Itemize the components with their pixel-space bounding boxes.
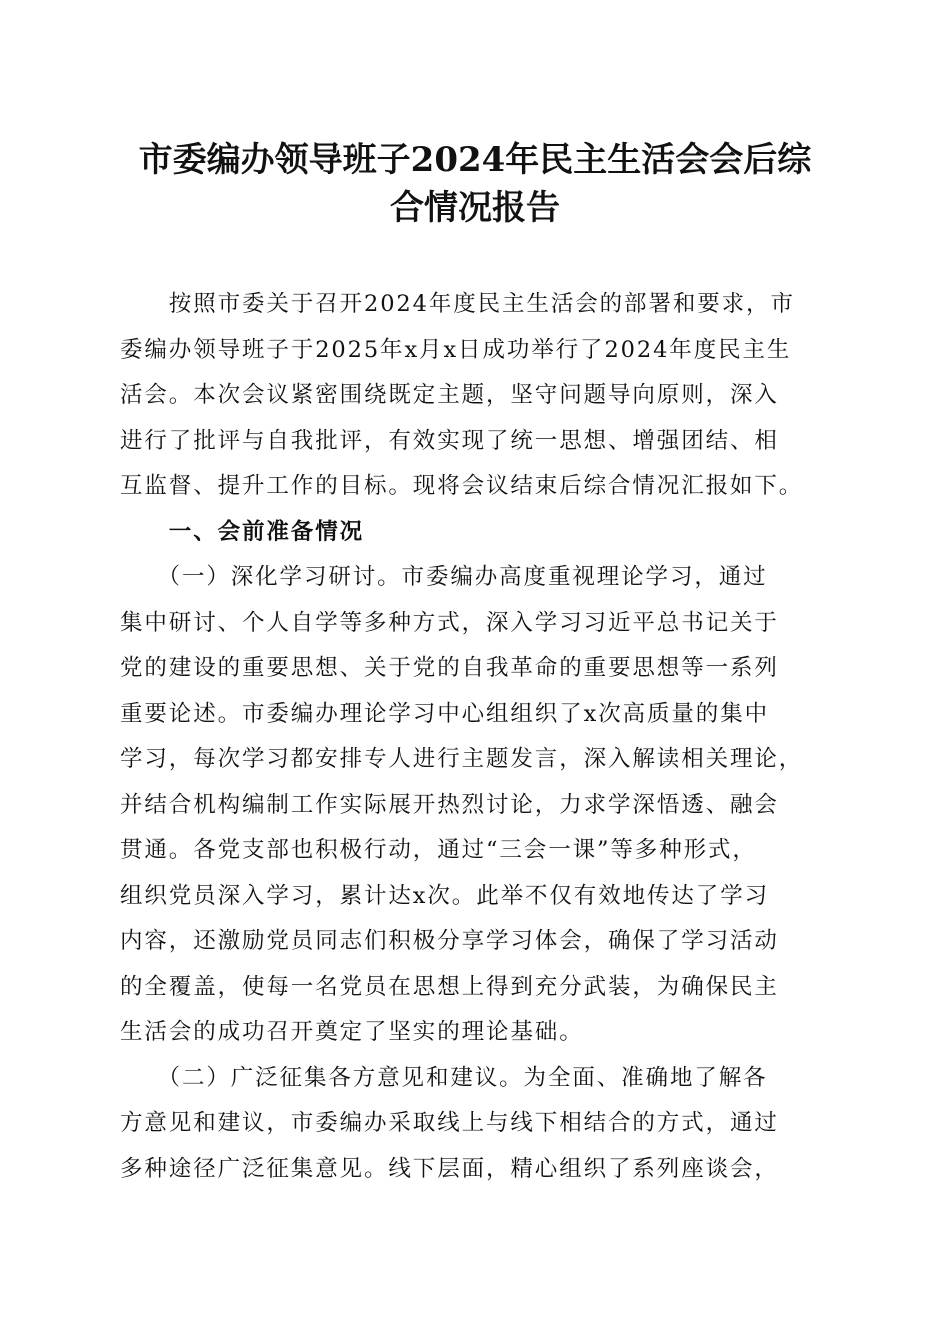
- text-line: （一）深化学习研讨。市委编办高度重视理论学习，通过: [120, 564, 768, 590]
- subsection-2-paragraph: [120, 1056, 836, 1193]
- intro-paragraph: [120, 282, 836, 510]
- text-line: 多种途径广泛征集意见。线下层面，精心组织了系列座谈会，: [120, 1155, 779, 1182]
- title-line-1: 市委编办领导班子2024年民主生活会会后综: [138, 140, 812, 180]
- text-line: 内容，还激励党员同志们积极分享学习体会，确保了学习活动: [120, 928, 779, 954]
- text-line: 学习，每次学习都安排专人进行主题发言，深入解读相关理论，: [120, 746, 804, 772]
- text-line: （二）广泛征集各方意见和建议。为全面、准确地了解各: [120, 1064, 768, 1091]
- text-line: 方意见和建议，市委编办采取线上与线下相结合的方式，通过: [120, 1110, 779, 1136]
- text-line: 并结合机构编制工作实际展开热烈讨论，力求学深悟透、融会: [120, 791, 779, 818]
- text-line: 活会。本次会议紧密围绕既定主题，坚守问题导向原则，深入: [120, 382, 779, 408]
- text-line: 组织党员深入学习，累计达x次。此举不仅有效地传达了学习: [120, 882, 769, 909]
- text-line: 贯通。各党支部也积极行动，通过“三会一课”等多种形式，: [120, 837, 757, 863]
- text-line: 的全覆盖，使每一名党员在思想上得到充分武装，为确保民主: [120, 973, 779, 1000]
- section-heading: [120, 510, 836, 556]
- text-line: 按照市委关于召开2024年度民主生活会的部署和要求，市: [120, 291, 795, 317]
- text-line: 委编办领导班子于2025年x月x日成功举行了2024年度民主生: [120, 336, 792, 363]
- text-line: 互监督、提升工作的目标。现将会议结束后综合情况汇报如下。: [120, 473, 804, 499]
- document-body: [120, 282, 836, 1192]
- text-line: 党的建设的重要思想、关于党的自我革命的重要思想等一系列: [120, 655, 779, 681]
- title-line-2: 合情况报告: [390, 188, 560, 228]
- subsection-1-paragraph: [120, 555, 836, 1056]
- text-line: 生活会的成功召开奠定了坚实的理论基础。: [120, 1019, 584, 1045]
- text-line: 进行了批评与自我批评，有效实现了统一思想、增强团结、相: [120, 427, 779, 454]
- section-heading-text: 一、会前准备情况: [120, 518, 365, 545]
- document-title: [120, 136, 830, 232]
- text-line: 集中研讨、个人自学等多种方式，深入学习习近平总书记关于: [120, 609, 779, 636]
- text-line: 重要论述。市委编办理论学习中心组组织了x次高质量的集中: [120, 700, 769, 727]
